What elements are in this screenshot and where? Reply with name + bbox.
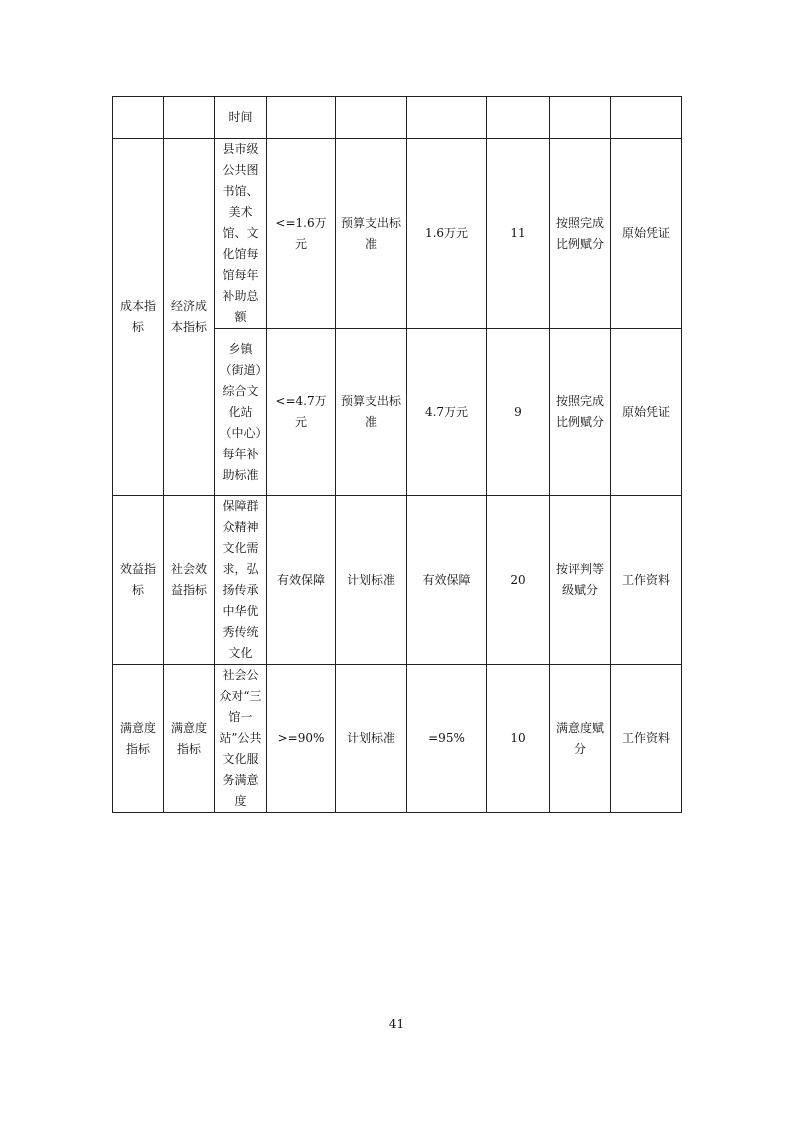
cell-evidence: 原始凭证 — [611, 329, 682, 496]
cell-actual-value: 4.7万元 — [407, 329, 487, 496]
cell-target-value: >=90% — [267, 665, 336, 813]
cell-scoring-method: 满意度赋分 — [550, 665, 611, 813]
cell-empty — [611, 97, 682, 139]
cell-standard-basis: 预算支出标准 — [336, 139, 407, 329]
cell-actual-value: 1.6万元 — [407, 139, 487, 329]
cell-score: 20 — [487, 496, 550, 665]
cell-level2-benefit: 社会效益指标 — [164, 496, 215, 665]
cell-empty — [336, 97, 407, 139]
cell-empty — [487, 97, 550, 139]
cell-indicator-name: 时间 — [215, 97, 267, 139]
cell-scoring-method: 按照完成比例赋分 — [550, 139, 611, 329]
cell-target-value: <=1.6万元 — [267, 139, 336, 329]
cell-standard-basis: 预算支出标准 — [336, 329, 407, 496]
cell-target-value: 有效保障 — [267, 496, 336, 665]
table-row-satisfaction — [113, 665, 682, 813]
cell-scoring-method: 按评判等级赋分 — [550, 496, 611, 665]
cell-evidence: 工作资料 — [611, 665, 682, 813]
cell-scoring-method: 按照完成比例赋分 — [550, 329, 611, 496]
cell-score: 9 — [487, 329, 550, 496]
cell-indicator-name: 乡镇（街道）综合文化站（中心）每年补助标准 — [215, 329, 267, 496]
cell-level1-benefit: 效益指标 — [113, 496, 164, 665]
cell-evidence: 原始凭证 — [611, 139, 682, 329]
performance-indicator-table — [112, 96, 682, 813]
cell-standard-basis: 计划标准 — [336, 665, 407, 813]
cell-empty — [164, 97, 215, 139]
cell-empty — [113, 97, 164, 139]
cell-indicator-name: 保障群众精神文化需求，弘扬传承中华优秀传统文化 — [215, 496, 267, 665]
cell-actual-value: 有效保障 — [407, 496, 487, 665]
page-number: 41 — [388, 1017, 405, 1031]
cell-empty — [267, 97, 336, 139]
cell-level1-cost: 成本指标 — [113, 139, 164, 496]
cell-empty — [550, 97, 611, 139]
table-row-continued — [113, 97, 682, 139]
cell-indicator-name: 社会公众对“三馆一站”公共文化服务满意度 — [215, 665, 267, 813]
cell-level2-satisfaction: 满意度指标 — [164, 665, 215, 813]
cell-score: 11 — [487, 139, 550, 329]
cell-target-value: <=4.7万元 — [267, 329, 336, 496]
table-row-cost-1 — [113, 139, 682, 329]
cell-actual-value: =95% — [407, 665, 487, 813]
cell-score: 10 — [487, 665, 550, 813]
table-row-benefit — [113, 496, 682, 665]
cell-empty — [407, 97, 487, 139]
cell-indicator-name: 县市级公共图书馆、美术馆、文化馆每馆每年补助总额 — [215, 139, 267, 329]
cell-evidence: 工作资料 — [611, 496, 682, 665]
cell-level1-satisfaction: 满意度指标 — [113, 665, 164, 813]
cell-level2-cost: 经济成本指标 — [164, 139, 215, 496]
cell-standard-basis: 计划标准 — [336, 496, 407, 665]
